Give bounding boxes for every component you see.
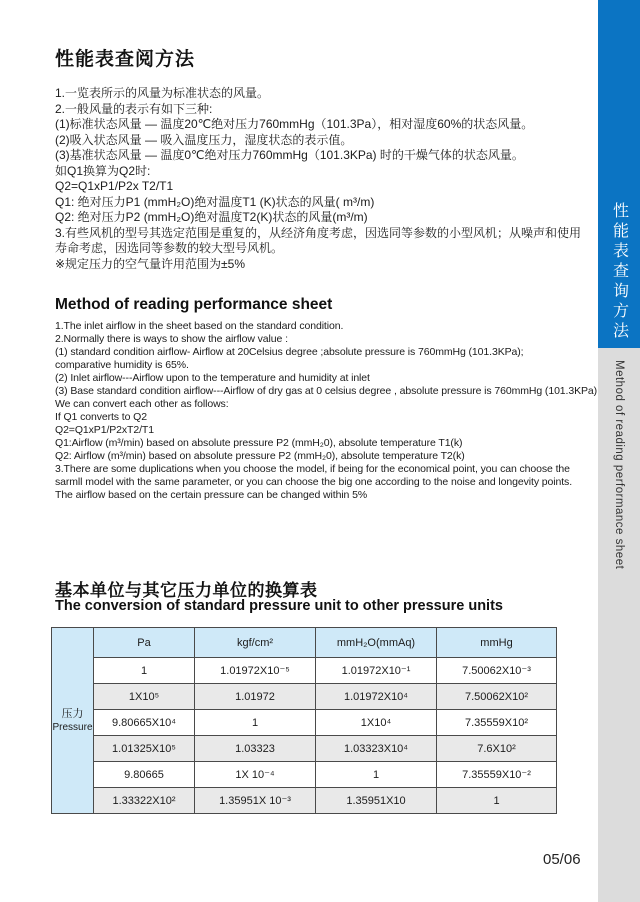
table-cell: 1 bbox=[195, 710, 316, 736]
row-group-label-cn: 压力 bbox=[61, 707, 84, 720]
table-cell: 1 bbox=[437, 788, 557, 814]
cn-text-line: (3)基准状态风量 — 温度0℃绝对压力760mmHg（101.3KPa) 时的干燥气体的状态风量。 bbox=[55, 148, 524, 162]
en-text-line: (3) Base standard condition airflow---Airflow of dry gas at 0 celsius degree , absolute pressure is 760mmHg (101.3KPa) bbox=[55, 385, 598, 397]
table-header-row bbox=[52, 628, 557, 658]
page-number: 05/06 bbox=[543, 851, 581, 868]
en-text-line: (1) standard condition airflow- Airflow at 20Celsius degree ;absolute pressure is 760mmHg (101.3KPa); bbox=[55, 346, 524, 358]
table-cell: 1.33322X10² bbox=[94, 788, 195, 814]
table-row bbox=[52, 710, 557, 736]
table-row bbox=[52, 736, 557, 762]
table-cell: 1.35951X 10⁻³ bbox=[195, 788, 316, 814]
en-text-line: comparative humidity is 65%. bbox=[55, 359, 189, 371]
sidebar-tab-en bbox=[598, 348, 640, 902]
table-cell: 1.01972X10⁻⁵ bbox=[195, 658, 316, 684]
table-cell: 7.35559X10⁻² bbox=[437, 762, 557, 788]
table-cell: 7.50062X10⁻³ bbox=[437, 658, 557, 684]
table-cell: 1 bbox=[94, 658, 195, 684]
en-body-text bbox=[55, 320, 598, 502]
conversion-title-cn: 基本单位与其它压力单位的换算表 bbox=[55, 581, 318, 600]
cn-text-line: 2.一般风量的表示有如下三种: bbox=[55, 101, 213, 116]
table-cell: 7.35559X10² bbox=[437, 710, 557, 736]
conversion-title-en: The conversion of standard pressure unit to other pressure units bbox=[55, 598, 503, 614]
table-cell: 1X10⁴ bbox=[316, 710, 437, 736]
table-cell: 1.01325X10⁵ bbox=[94, 736, 195, 762]
column-header: mmHg bbox=[437, 628, 557, 658]
en-text-line: (2) Inlet airflow---Airflow upon to the temperature and humidity at inlet bbox=[55, 372, 370, 384]
table-cell: 1.01972X10⁻¹ bbox=[316, 658, 437, 684]
en-text-line: We can convert each other as follows: bbox=[55, 398, 229, 410]
en-text-line: The airflow based on the certain pressure can be changed within 5% bbox=[55, 489, 368, 501]
section-title-en: Method of reading performance sheet bbox=[55, 296, 333, 313]
en-text-line: Q2: Airflow (m³/min) based on absolute pressure P2 (mmH₂0), absolute temperature T2(k) bbox=[55, 450, 465, 462]
table-row bbox=[52, 684, 557, 710]
table-cell: 1.03323X10⁴ bbox=[316, 736, 437, 762]
en-text-line: If Q1 converts to Q2 bbox=[55, 411, 147, 423]
pressure-conversion-table bbox=[51, 627, 557, 814]
cn-text-line: 1.一览表所示的风量为标准状态的风量。 bbox=[55, 86, 270, 100]
en-text-line: 3.There are some duplications when you choose the model, if being for the economical point, you can choose the bbox=[55, 463, 570, 475]
en-text-line: Q2=Q1xP1/P2xT2/T1 bbox=[55, 424, 154, 436]
cn-text-line: Q2: 绝对压力P2 (mmH₂O)绝对温度T2(K)状态的风量(m³/m) bbox=[55, 210, 368, 224]
sidebar-tab-cn-label: 性能表查询方法 bbox=[610, 202, 628, 342]
cn-text-line: Q2=Q1xP1/P2x T2/T1 bbox=[55, 179, 174, 193]
table-cell: 1.01972X10⁴ bbox=[316, 684, 437, 710]
table-cell: 7.6X10² bbox=[437, 736, 557, 762]
cn-text-line: 如Q1换算为Q2时: bbox=[55, 163, 151, 178]
table-cell: 1.35951X10 bbox=[316, 788, 437, 814]
cn-body-text bbox=[55, 86, 590, 272]
cn-text-line: 3.有些风机的型号其选定范围是重复的，从经济角度考虑，因选同等参数的小型风机；从噪声和使用 bbox=[55, 225, 582, 240]
table-cell: 9.80665X10⁴ bbox=[94, 710, 195, 736]
table-cell: 1X 10⁻⁴ bbox=[195, 762, 316, 788]
table-cell: 1.01972 bbox=[195, 684, 316, 710]
table-row bbox=[52, 762, 557, 788]
en-text-line: sarmll model with the same parameter, or you can choose the big one according to the noise and longevity points. bbox=[55, 476, 573, 488]
column-header: Pa bbox=[94, 628, 195, 658]
table-cell: 1.03323 bbox=[195, 736, 316, 762]
table-cell: 7.50062X10² bbox=[437, 684, 557, 710]
cn-text-line: Q1: 绝对压力P1 (mmH₂O)绝对温度T1 (K)状态的风量( m³/m) bbox=[55, 194, 375, 209]
table-cell: 9.80665 bbox=[94, 762, 195, 788]
sidebar-tab-en-label: Method of reading performance sheet bbox=[613, 360, 625, 570]
table-cell: 1X10⁵ bbox=[94, 684, 195, 710]
cn-text-line: ※规定压力的空气量许用范围为±5% bbox=[55, 256, 245, 271]
page-title-cn: 性能表查阅方法 bbox=[55, 49, 196, 70]
column-header: kgf/cm² bbox=[195, 628, 316, 658]
en-text-line: 1.The inlet airflow in the sheet based on the standard condition. bbox=[55, 320, 344, 332]
table-row bbox=[52, 788, 557, 814]
sidebar-tab-cn bbox=[598, 0, 640, 348]
cn-text-line: (1)标准状态风量 — 温度20℃绝对压力760mmHg（101.3Pa），相对湿度60%的状态风量。 bbox=[55, 117, 534, 131]
table-cell: 1 bbox=[316, 762, 437, 788]
table-row bbox=[52, 658, 557, 684]
cn-text-line: 寿命考虑，因选同等参数的较大型号风机。 bbox=[55, 241, 284, 255]
en-text-line: Q1:Airflow (m³/min) based on absolute pressure P2 (mmH₂0), absolute temperature T1(k) bbox=[55, 437, 463, 449]
cn-text-line: (2)吸入状态风量 — 吸入温度压力，湿度状态的表示值。 bbox=[55, 132, 353, 147]
en-text-line: 2.Normally there is ways to show the airflow value : bbox=[55, 333, 288, 345]
row-group-label-en: Pressure bbox=[52, 721, 93, 733]
column-header: mmH₂O(mmAq) bbox=[316, 628, 437, 658]
row-group-label bbox=[52, 628, 94, 814]
